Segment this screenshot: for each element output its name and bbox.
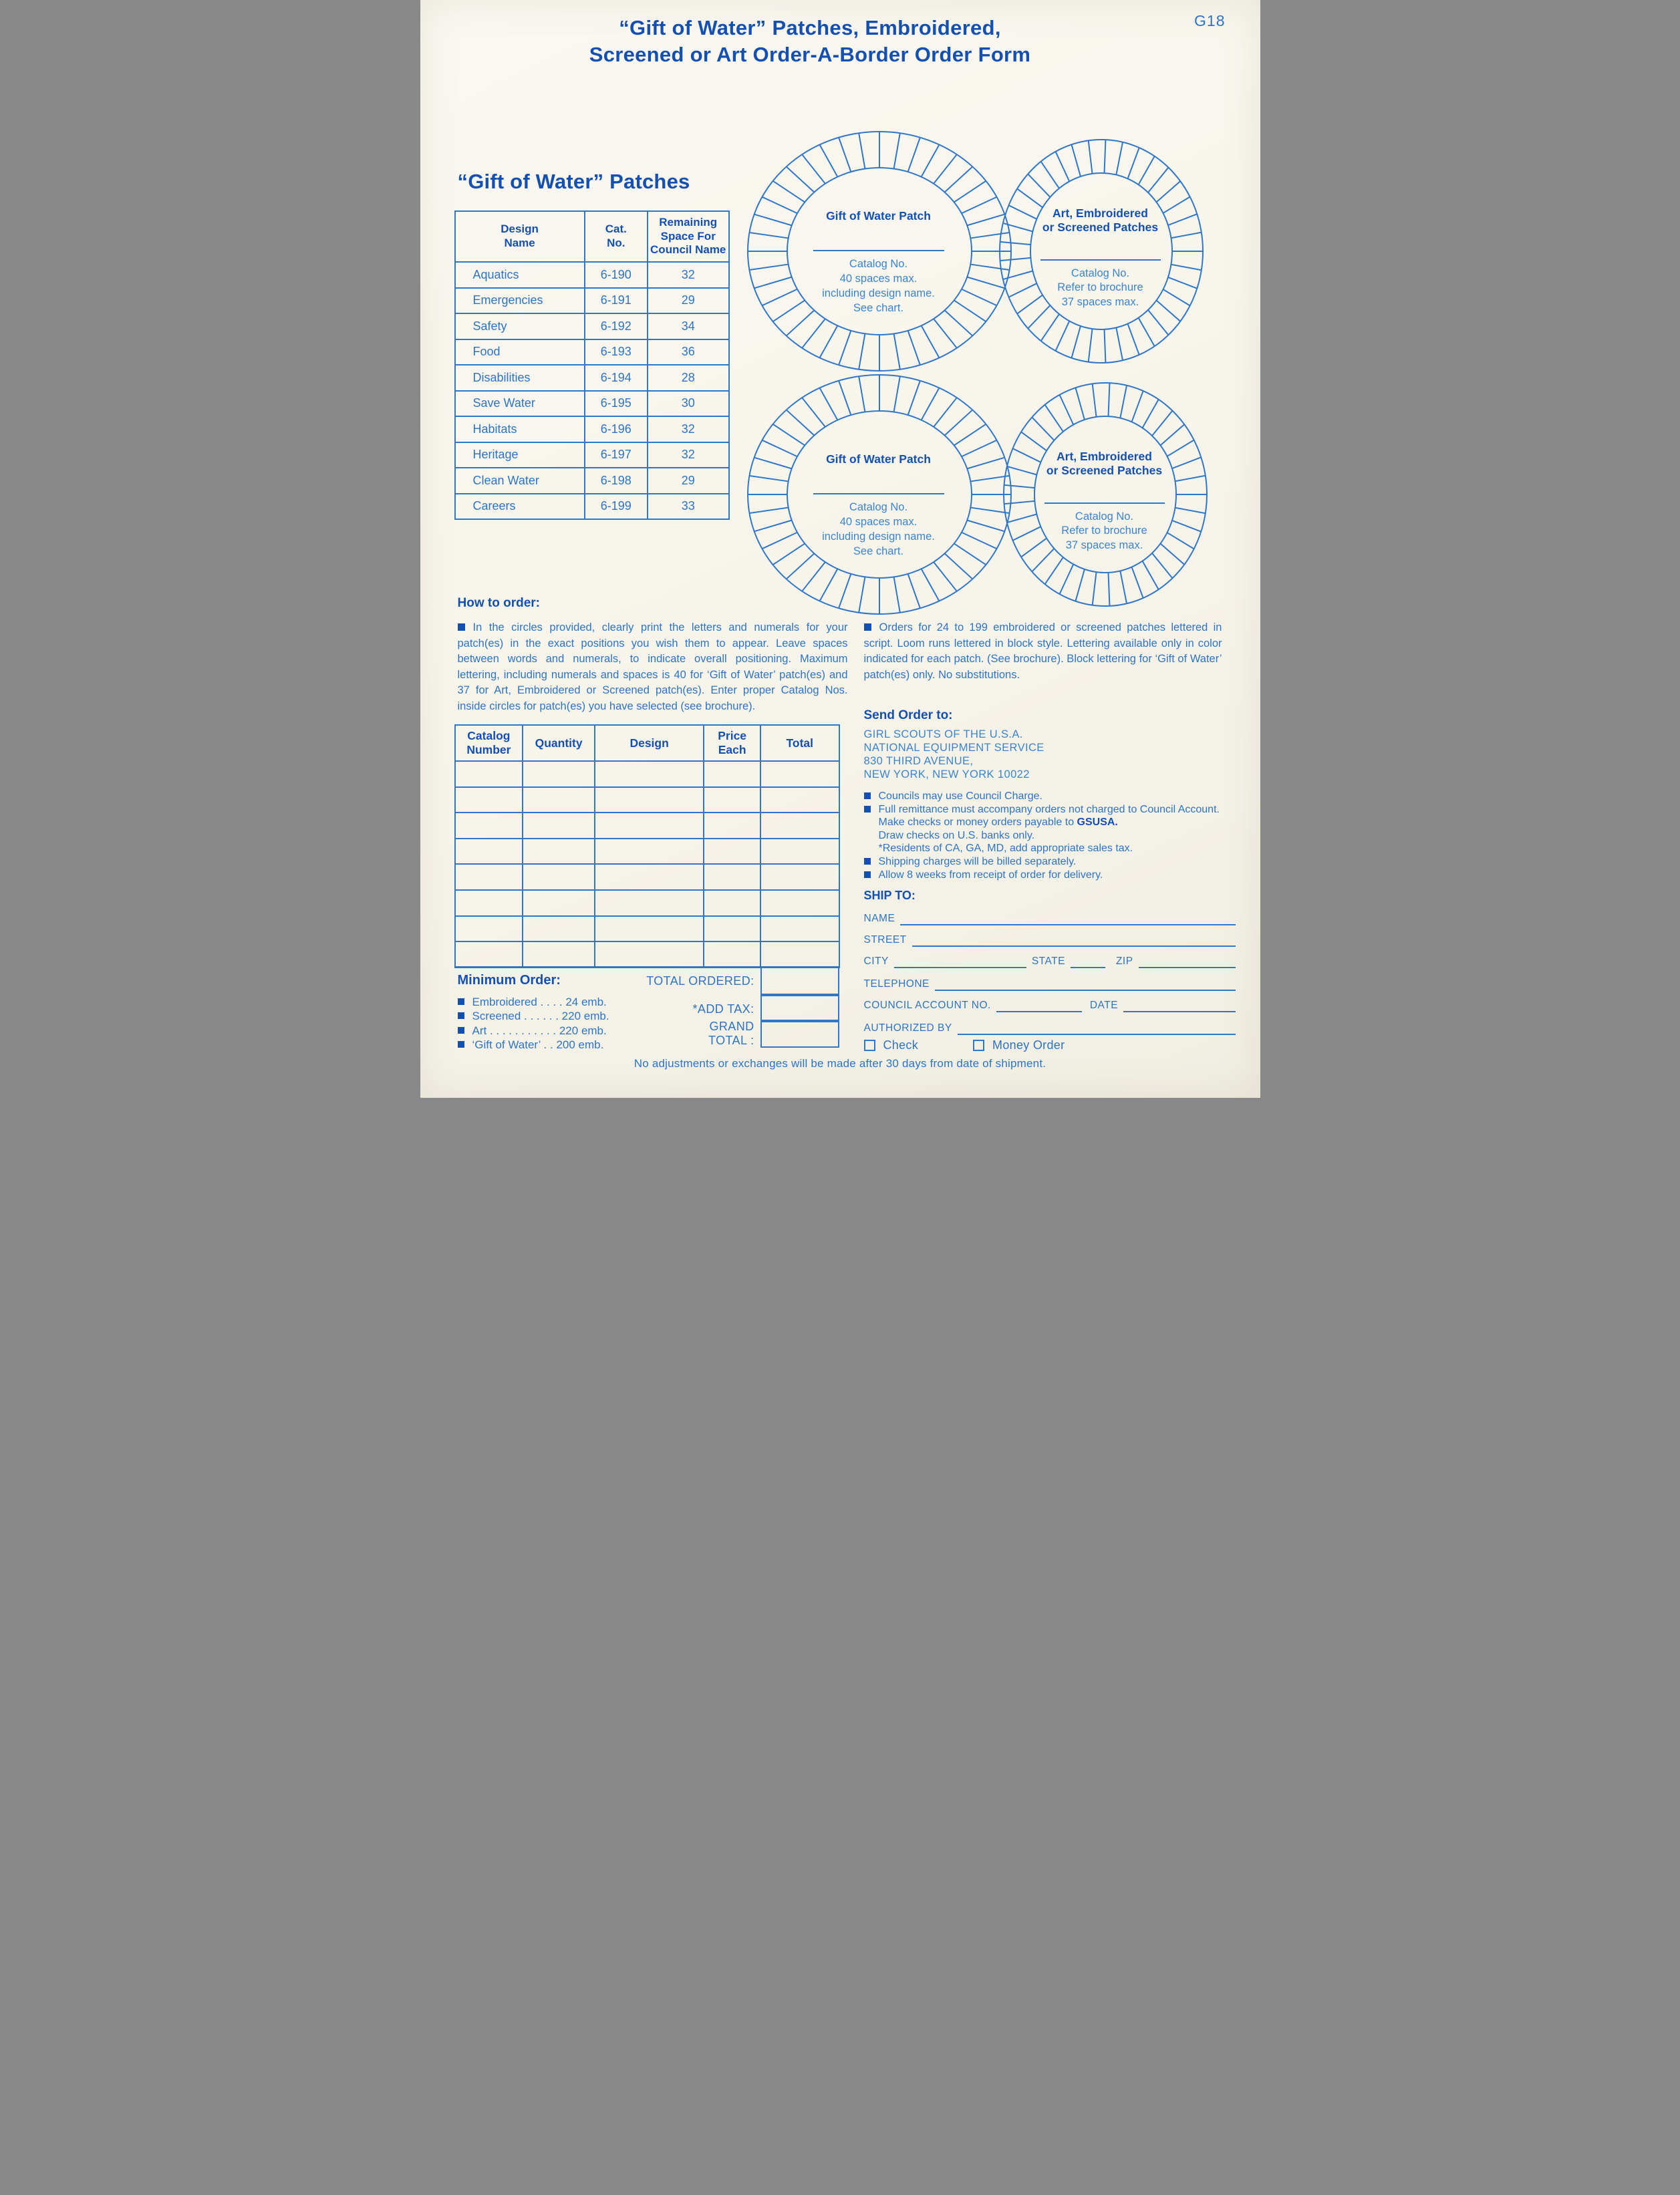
ordering-term-item: Councils may use Council Charge. <box>864 790 1236 803</box>
table-cell: 32 <box>648 416 729 442</box>
table-row <box>455 365 729 391</box>
column-header: Design <box>595 725 704 761</box>
table-cell: 36 <box>648 339 729 365</box>
how-to-order-heading: How to order: <box>457 596 540 610</box>
minimum-order-item: Screened . . . . . . 220 emb. <box>458 1009 678 1023</box>
order-entry-cell[interactable] <box>523 839 595 865</box>
name-field-row <box>864 913 1236 925</box>
bullet-square-icon <box>864 871 871 878</box>
table-row <box>455 442 729 468</box>
authorized-by-row <box>864 1022 1236 1035</box>
authorized-by-label: AUTHORIZED BY <box>863 1022 952 1034</box>
table-row <box>455 288 729 314</box>
date-input-line[interactable] <box>1123 1003 1235 1012</box>
bullet-square-icon <box>458 623 465 631</box>
order-entry-cell[interactable] <box>760 787 839 813</box>
gift-circle-label-top <box>779 209 979 315</box>
table-row <box>455 416 729 442</box>
total-ordered-label: TOTAL ORDERED: <box>646 974 754 988</box>
money-order-label: Money Order <box>992 1038 1065 1052</box>
order-table-body <box>455 761 839 968</box>
column-header: Catalog Number <box>455 725 523 761</box>
table-cell: 6-199 <box>585 494 648 520</box>
ordering-term-item: Shipping charges will be billed separately. <box>864 855 1236 869</box>
ordering-terms-list <box>864 790 1236 881</box>
table-cell: 34 <box>648 313 729 339</box>
column-header: Cat. No. <box>585 211 648 262</box>
table-cell: Disabilities <box>455 365 585 391</box>
table-row <box>455 313 729 339</box>
table-row <box>455 339 729 365</box>
gift-circle-note: Catalog No. 40 spaces max. including design name. See chart. <box>822 258 935 314</box>
art-circle-label-top <box>1014 206 1187 310</box>
order-entry-cell[interactable] <box>595 787 704 813</box>
order-entry-cell[interactable] <box>704 916 760 942</box>
order-entry-cell[interactable] <box>523 787 595 813</box>
add-tax-label: *ADD TAX: <box>692 1002 754 1016</box>
column-header: Price Each <box>704 725 760 761</box>
column-header: Quantity <box>523 725 595 761</box>
table-cell: 33 <box>648 494 729 520</box>
table-cell: 6-192 <box>585 313 648 339</box>
check-label: Check <box>883 1038 919 1052</box>
bullet-square-icon <box>864 806 871 813</box>
order-entry-cell[interactable] <box>704 761 760 787</box>
patch-table-header <box>455 211 729 262</box>
order-entry-cell[interactable] <box>523 761 595 787</box>
bullet-square-icon <box>458 1041 464 1048</box>
order-entry-cell[interactable] <box>760 813 839 839</box>
bullet-square-icon <box>458 998 464 1005</box>
catalog-no-blank-line[interactable] <box>813 250 944 251</box>
catalog-no-blank-line[interactable] <box>1044 502 1165 504</box>
order-entry-cell[interactable] <box>595 813 704 839</box>
name-label: NAME <box>863 913 895 924</box>
table-row <box>455 262 729 288</box>
order-entry-cell[interactable] <box>595 916 704 942</box>
table-cell: Careers <box>455 494 585 520</box>
street-label: STREET <box>863 934 907 945</box>
table-cell: 6-196 <box>585 416 648 442</box>
table-cell: Aquatics <box>455 262 585 288</box>
send-order-heading: Send Order to: <box>863 708 953 722</box>
minimum-order-item: Art . . . . . . . . . . . 220 emb. <box>458 1024 678 1038</box>
order-entry-cell[interactable] <box>760 761 839 787</box>
table-cell: 6-190 <box>585 262 648 288</box>
bullet-square-icon <box>458 1027 464 1034</box>
order-entry-cell[interactable] <box>595 941 704 968</box>
order-entry-cell[interactable] <box>704 941 760 968</box>
payment-method-row <box>864 1038 1236 1052</box>
order-entry-cell[interactable] <box>455 941 523 968</box>
order-entry-cell[interactable] <box>760 839 839 865</box>
page-title <box>420 15 1200 67</box>
order-entry-cell[interactable] <box>760 890 839 916</box>
art-circle-title: Art, Embroidered or Screened Patches <box>1046 450 1163 478</box>
ordering-term-item: *Residents of CA, GA, MD, add appropriate sales tax. <box>878 843 1133 855</box>
patch-table-heading: “Gift of Water” Patches <box>457 170 690 193</box>
order-entry-cell[interactable] <box>523 890 595 916</box>
bullet-square-icon <box>864 858 871 865</box>
council-account-input-line[interactable] <box>996 1003 1082 1012</box>
order-table-row <box>455 839 839 865</box>
table-row <box>455 391 729 417</box>
art-circle-title: Art, Embroidered or Screened Patches <box>1042 206 1159 235</box>
patch-catalog-table <box>454 210 730 520</box>
check-checkbox[interactable] <box>864 1040 875 1051</box>
minimum-order-item: Embroidered . . . . 24 emb. <box>458 995 678 1009</box>
table-cell: 6-191 <box>585 288 648 314</box>
order-table-row <box>455 941 839 968</box>
zip-label: ZIP <box>1115 956 1133 967</box>
order-table-row <box>455 916 839 942</box>
order-entry-cell[interactable] <box>595 761 704 787</box>
state-input-line[interactable] <box>1071 959 1105 968</box>
zip-input-line[interactable] <box>1139 959 1236 968</box>
order-table-header <box>455 725 839 761</box>
order-table-row <box>455 787 839 813</box>
table-cell: 6-194 <box>585 365 648 391</box>
order-table-row <box>455 890 839 916</box>
minimum-order-list <box>458 995 678 1052</box>
city-input-line[interactable] <box>894 959 1026 968</box>
table-row <box>455 468 729 494</box>
table-cell: 28 <box>648 365 729 391</box>
table-cell: Heritage <box>455 442 585 468</box>
minimum-order-heading: Minimum Order: <box>457 973 561 988</box>
ship-to-heading: SHIP TO: <box>863 889 916 903</box>
order-entry-cell[interactable] <box>595 839 704 865</box>
minimum-order-section <box>458 973 678 1052</box>
table-cell: Safety <box>455 313 585 339</box>
ordering-term-item: Allow 8 weeks from receipt of order for delivery. <box>864 869 1236 882</box>
order-entry-table <box>454 724 840 968</box>
order-entry-cell[interactable] <box>704 864 760 890</box>
order-entry-cell[interactable] <box>523 864 595 890</box>
grand-total-label: GRAND TOTAL : <box>708 1020 754 1048</box>
no-adjustments-note: No adjustments or exchanges will be made after 30 days from date of shipment. <box>634 1057 1046 1070</box>
column-header: Total <box>760 725 839 761</box>
ordering-term-item: Draw checks on U.S. banks only. <box>878 829 1035 841</box>
council-account-date-row <box>864 1000 1236 1012</box>
order-entry-cell[interactable] <box>760 941 839 968</box>
catalog-no-blank-line[interactable] <box>813 493 944 494</box>
order-entry-cell[interactable] <box>595 890 704 916</box>
gift-circle-title: Gift of Water Patch <box>826 452 931 466</box>
bullet-square-icon <box>864 623 871 631</box>
ordering-term-item: Full remittance must accompany orders not charged to Council Account. <box>864 803 1236 817</box>
table-cell: 6-195 <box>585 391 648 417</box>
page-title-line2: Screened or Art Order-A-Border Order Form <box>589 42 1031 66</box>
how-to-order-section <box>458 596 848 715</box>
table-cell: Save Water <box>455 391 585 417</box>
money-order-checkbox[interactable] <box>973 1040 984 1051</box>
table-cell: 6-197 <box>585 442 648 468</box>
order-entry-cell[interactable] <box>455 890 523 916</box>
order-entry-cell[interactable] <box>704 890 760 916</box>
order-entry-cell[interactable] <box>595 864 704 890</box>
street-input-line[interactable] <box>912 937 1236 947</box>
gift-circle-label-bottom <box>779 452 979 559</box>
mailing-address: GIRL SCOUTS OF THE U.S.A. NATIONAL EQUIPMENT SERVICE 830 THIRD AVENUE, NEW YORK, NEW YORK 10022 <box>863 728 1044 780</box>
authorized-by-input-line[interactable] <box>958 1026 1236 1035</box>
art-circle-note: Catalog No. Refer to brochure 37 spaces max. <box>1061 510 1147 552</box>
page-title-line1: “Gift of Water” Patches, Embroidered, <box>619 16 1001 39</box>
column-header: Remaining Space For Council Name <box>648 211 729 262</box>
table-cell: Emergencies <box>455 288 585 314</box>
city-state-zip-row <box>864 956 1236 968</box>
order-entry-cell[interactable] <box>760 864 839 890</box>
state-label: STATE <box>1031 956 1065 967</box>
table-cell: 6-193 <box>585 339 648 365</box>
art-circle-note: Catalog No. Refer to brochure 37 spaces max. <box>1057 267 1143 309</box>
table-cell: 30 <box>648 391 729 417</box>
minimum-order-item: ‘Gift of Water’ . . 200 emb. <box>458 1038 678 1052</box>
city-label: CITY <box>863 956 889 967</box>
table-cell: 6-198 <box>585 468 648 494</box>
bullet-square-icon <box>458 1012 464 1019</box>
order-form-page <box>420 0 1260 1098</box>
art-circle-label-bottom <box>1018 450 1192 553</box>
how-to-order-instructions-left: In the circles provided, clearly print the letters and numerals for your patch(es) in the exact positions you wish them to appear. Leave spaces between words and numerals, to indicate overall positioning. Maximum lettering, including numerals and spaces is 40 for ‘Gift of Water’ patch(es) and 37 for Art, Embroidered or Screened patch(es). Enter proper Catalog Nos. inside circles for patch(es) you have selected (see brochure). <box>457 621 848 712</box>
table-cell: 32 <box>648 442 729 468</box>
order-entry-cell[interactable] <box>455 787 523 813</box>
grand-total-box[interactable] <box>760 1021 839 1048</box>
gift-circle-title: Gift of Water Patch <box>826 209 931 223</box>
table-cell: Habitats <box>455 416 585 442</box>
send-order-section <box>863 708 1236 1052</box>
name-input-line[interactable] <box>900 916 1235 925</box>
table-cell: Clean Water <box>455 468 585 494</box>
street-field-row <box>864 934 1236 947</box>
ordering-term-item: Make checks or money orders payable to GSUSA. <box>878 817 1118 829</box>
total-ordered-box[interactable] <box>760 967 839 995</box>
catalog-no-blank-line[interactable] <box>1040 259 1161 261</box>
order-entry-cell[interactable] <box>704 813 760 839</box>
patch-table-body <box>455 262 729 519</box>
order-entry-cell[interactable] <box>704 839 760 865</box>
table-cell: 29 <box>648 468 729 494</box>
telephone-field-row <box>864 978 1236 991</box>
telephone-label: TELEPHONE <box>863 978 930 990</box>
gift-circle-note: Catalog No. 40 spaces max. including design name. See chart. <box>822 501 935 557</box>
order-entry-cell[interactable] <box>704 787 760 813</box>
column-header: Design Name <box>455 211 585 262</box>
order-entry-cell[interactable] <box>455 864 523 890</box>
order-table-row <box>455 813 839 839</box>
order-entry-cell[interactable] <box>523 813 595 839</box>
table-cell: 29 <box>648 288 729 314</box>
order-entry-cell[interactable] <box>523 916 595 942</box>
order-table-row <box>455 761 839 787</box>
council-account-label: COUNCIL ACCOUNT NO. <box>863 1000 991 1011</box>
table-cell: Food <box>455 339 585 365</box>
order-entry-cell[interactable] <box>455 839 523 865</box>
order-entry-cell[interactable] <box>523 941 595 968</box>
order-entry-cell[interactable] <box>455 916 523 942</box>
add-tax-box[interactable] <box>760 995 839 1021</box>
order-entry-cell[interactable] <box>760 916 839 942</box>
telephone-input-line[interactable] <box>935 982 1236 991</box>
date-label: DATE <box>1089 1000 1119 1011</box>
table-row <box>455 494 729 520</box>
lettering-rules-paragraph: Orders for 24 to 199 embroidered or screened patches lettered in script. Loom runs lettered in block style. Lettering available only in color indicated for each patch. (See brochure). Block lettering for ‘Gift of Water’ patch(es) only. No substitutions. <box>863 621 1222 681</box>
bullet-square-icon <box>864 792 871 799</box>
page-code: G18 <box>1194 12 1226 29</box>
order-entry-cell[interactable] <box>455 761 523 787</box>
order-table-row <box>455 864 839 890</box>
table-cell: 32 <box>648 262 729 288</box>
order-entry-cell[interactable] <box>455 813 523 839</box>
